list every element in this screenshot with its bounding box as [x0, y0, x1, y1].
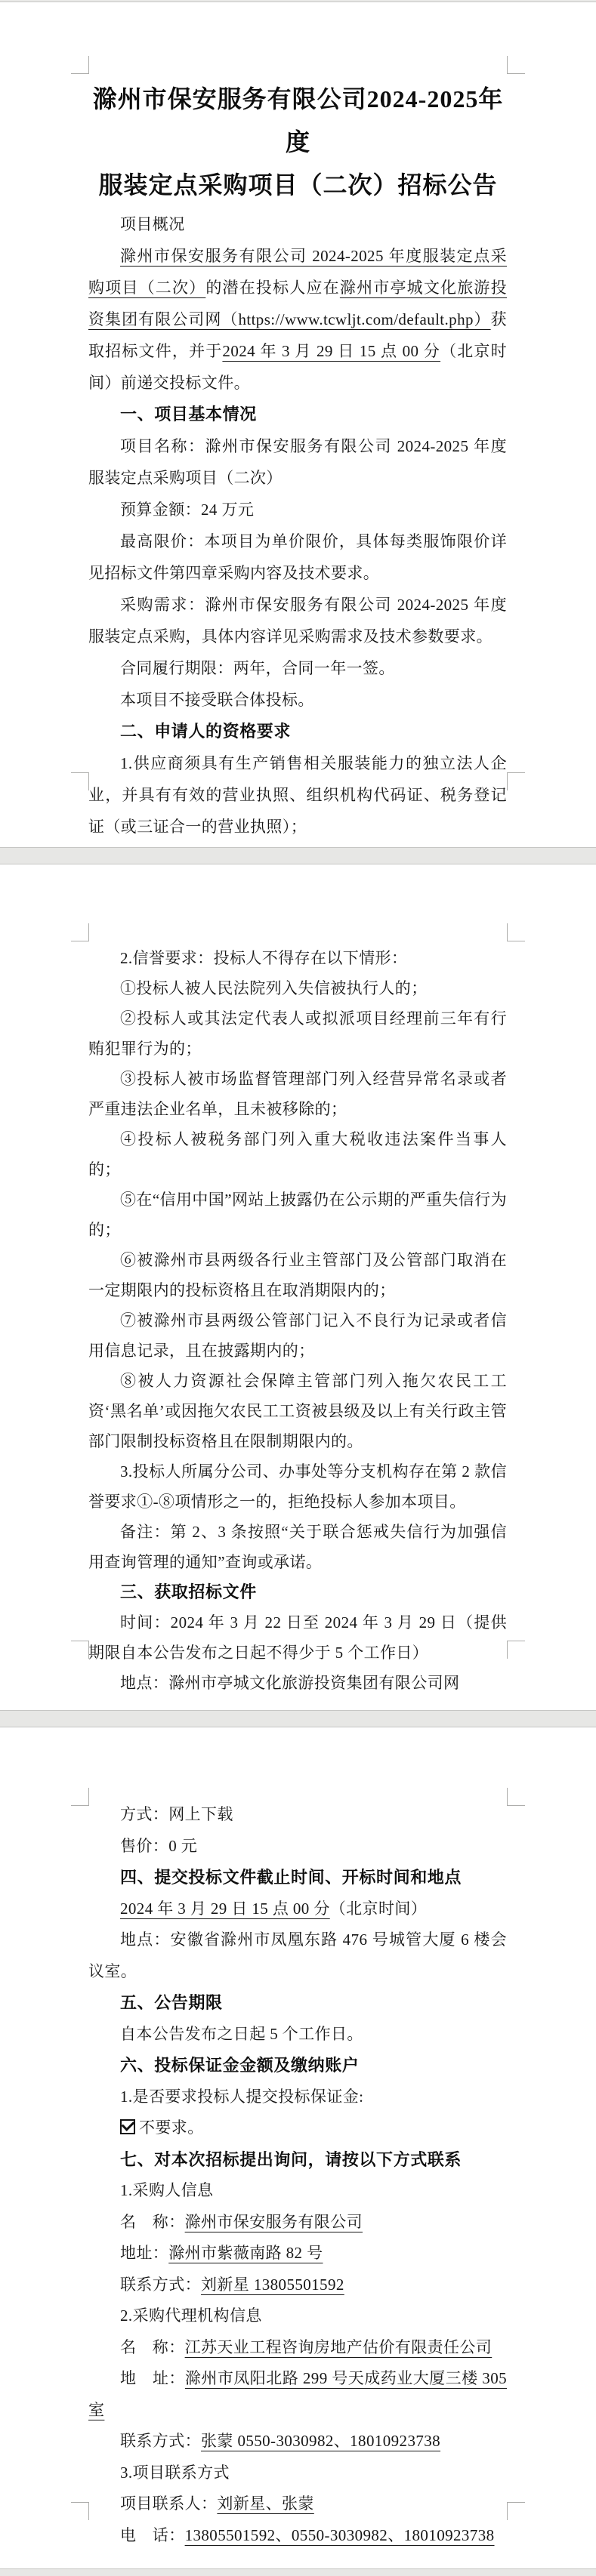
project-contact-heading: 3.项目联系方式 [120, 2463, 230, 2482]
intro-project-name: 滁州市保安服务有限公司 2024-2025 年度服装定点采购项目（二次） [88, 247, 507, 297]
para-max-price: 最高限价：本项目为单价限价，具体每类服饰限价详见招标文件第四章采购内容及技术要求。 [88, 532, 507, 582]
corner-mark-icon [507, 772, 525, 790]
document-page-2 [0, 864, 596, 1710]
para-credit-requirement: 2.信誉要求：投标人不得存在以下情形： [120, 949, 408, 967]
corner-mark-icon [507, 1641, 525, 1659]
heading-section-2: 二、申请人的资格要求 [120, 722, 292, 741]
purchaser-contact-line: 联系方式：刘新星 13805501592 [120, 2275, 344, 2294]
document-title-line-1: 滁州市保安服务有限公司2024-2025年度 [92, 85, 504, 156]
page-3-content [88, 1727, 507, 2551]
para-procurement-demand: 采购需求：滁州市保安服务有限公司 2024-2025 年度服装定点采购，具体内容详见采购需求及技术参数要求。 [88, 596, 507, 646]
para-contract-term: 合同履行期限：两年，合同一年一签。 [120, 659, 395, 677]
heading-section-5: 五、公告期限 [120, 1993, 223, 2012]
para-project-name: 项目名称：滁州市保安服务有限公司 2024-2025 年度服装定点采购项目（二次） [88, 437, 507, 487]
purchaser-name-line: 名 称：滁州市保安服务有限公司 [120, 2212, 363, 2231]
purchaser-address-line: 地址：滁州市紫薇南路 82 号 [120, 2244, 323, 2262]
credit-item-1: ①投标人被人民法院列入失信被执行人的； [120, 979, 428, 997]
heading-section-6: 六、投标保证金金额及缴纳账户 [120, 2056, 360, 2075]
corner-mark-icon [71, 2502, 89, 2520]
agency-contact-value: 张蒙 0550-3030982、18010923738 [201, 2432, 441, 2450]
submission-deadline-value: 2024 年 3 月 29 日 15 点 00 分 [120, 1899, 330, 1918]
agency-contact-line: 联系方式：张蒙 0550-3030982、18010923738 [120, 2432, 441, 2450]
project-person-value: 刘新星、张蒙 [217, 2494, 314, 2513]
para-qualification-3: 3.投标人所属分公司、办事处等分支机构存在第 2 款信誉要求①-⑧项情形之一的，拒绝投标人参加本项目。 [88, 1462, 507, 1511]
intro-deadline: 2024 年 3 月 29 日 15 点 00 分 [222, 342, 441, 360]
para-notice-period: 自本公告发布之日起 5 个工作日。 [120, 2024, 363, 2043]
agency-address-value: 滁州市凤阳北路 299 号天成药业大厦三楼 305 室 [88, 2369, 507, 2419]
para-no-consortium: 本项目不接受联合体投标。 [120, 691, 314, 709]
document-title-line-2: 服装定点采购项目（二次）招标公告 [98, 171, 498, 199]
corner-mark-icon [507, 923, 525, 941]
agency-info-heading: 2.采购代理机构信息 [120, 2306, 262, 2325]
credit-item-3: ③投标人被市场监督管理部门列入经营异常名录或者严重违法企业名单，且未被移除的； [88, 1070, 507, 1118]
para-bond-question: 1.是否要求投标人提交投标保证金: [120, 2087, 364, 2106]
page-separator [0, 847, 596, 864]
credit-item-5: ⑤在“信用中国”网站上披露仍在公示期的严重失信行为的； [88, 1191, 507, 1239]
page-2-content [88, 864, 507, 1698]
corner-mark-icon [71, 772, 89, 790]
corner-mark-icon [507, 1788, 525, 1806]
corner-mark-icon [71, 56, 89, 74]
credit-item-2: ②投标人或其法定代表人或拟派项目经理前三年有行贿犯罪行为的； [88, 1009, 507, 1058]
para-price: 售价：0 元 [120, 1836, 198, 1855]
agency-name-value: 江苏天业工程咨询房地产估价有限责任公司 [184, 2337, 493, 2356]
heading-section-4: 四、提交投标文件截止时间、开标时间和地点 [120, 1868, 462, 1887]
heading-section-7: 七、对本次招标提出询问，请按以下方式联系 [120, 2149, 462, 2169]
purchaser-address-value: 滁州市紫薇南路 82 号 [168, 2244, 323, 2262]
checked-checkbox-icon [120, 2119, 135, 2134]
bond-answer-text: 不要求。 [139, 2118, 204, 2137]
credit-item-4: ④投标人被税务部门列入重大税收违法案件当事人的； [88, 1130, 507, 1179]
project-person-line: 项目联系人：刘新星、张蒙 [120, 2494, 314, 2513]
project-tel-value: 13805501592、0550-3030982、18010923738 [184, 2525, 495, 2544]
page-separator [0, 1710, 596, 1727]
para-obtain-time: 时间：2024 年 3 月 22 日至 2024 年 3 月 29 日（提供期限自本公告发布之日起不得少于 5 个工作日） [88, 1613, 507, 1662]
credit-item-7: ⑦被滁州市县两级公管部门记入不良行为记录或者信用信息记录，且在披露期内的； [88, 1311, 507, 1360]
heading-section-3: 三、获取招标文件 [120, 1582, 257, 1601]
corner-mark-icon [507, 2502, 525, 2520]
para-qualification-1: 1.供应商须具有生产销售相关服装能力的独立法人企业，并具有有效的营业执照、组织机构代码证、税务登记证（或三证合一的营业执照）； [88, 754, 507, 836]
project-tel-line: 电 话：13805501592、0550-3030982、18010923738 [120, 2525, 495, 2544]
agency-name-line: 名 称：江苏天业工程咨询房地产估价有限责任公司 [120, 2337, 493, 2356]
agency-address-line: 地 址：滁州市凤阳北路 299 号天成药业大厦三楼 305 室 [88, 2369, 507, 2419]
document-page-3 [0, 1727, 596, 2568]
corner-mark-icon [71, 1641, 89, 1659]
para-budget: 预算金额：24 万元 [120, 501, 255, 519]
heading-section-1: 一、项目基本情况 [120, 405, 257, 424]
para-submission-deadline: 2024 年 3 月 29 日 15 点 00 分（北京时间） [120, 1899, 428, 1918]
page-separator [0, 2568, 596, 2576]
para-obtain-method: 方式：网上下载 [120, 1805, 233, 1823]
intro-website-url: 滁州市亭城文化旅游投资集团有限公司网（https://www.tcwljt.com/default.php） [88, 279, 507, 328]
purchaser-contact-value: 刘新星 13805501592 [201, 2275, 344, 2294]
corner-mark-icon [71, 923, 89, 941]
credit-item-6: ⑥被滁州市县两级各行业主管部门及公管部门取消在一定期限内的投标资格且在取消期限内的； [88, 1251, 507, 1299]
para-opening-place: 地点：安徽省滁州市凤凰东路 476 号城管大厦 6 楼会议室。 [88, 1930, 507, 1980]
project-overview-label: 项目概况 [120, 215, 185, 233]
para-bond-answer [88, 2112, 507, 2144]
project-intro-paragraph: 滁州市保安服务有限公司 2024-2025 年度服装定点采购项目（二次）的潜在投标人应在滁州市亭城文化旅游投资集团有限公司网（https://www.tcwljt.com/default.php）获取招标文件，并于2024 年 3 月 29 日 15 点 00 分（北京时间）前递交投标文件。 [88, 247, 507, 392]
document-title [88, 78, 508, 207]
para-obtain-place: 地点：滁州市亭城文化旅游投资集团有限公司网 [120, 1674, 460, 1692]
page-1-content [88, 208, 507, 843]
document-page-1 [0, 2, 596, 847]
corner-mark-icon [71, 1788, 89, 1806]
purchaser-info-heading: 1.采购人信息 [120, 2181, 214, 2199]
credit-item-8: ⑧被人力资源社会保障主管部门列入拖欠农民工工资‘黑名单’或因拖欠农民工工资被县级及以上有关行政主管部门限制投标资格且在限制期限内的。 [88, 1372, 507, 1450]
para-note: 备注：第 2、3 条按照“关于联合惩戒失信行为加强信用查询管理的通知”查询或承诺。 [88, 1523, 507, 1571]
purchaser-name-value: 滁州市保安服务有限公司 [184, 2212, 363, 2231]
corner-mark-icon [507, 56, 525, 74]
